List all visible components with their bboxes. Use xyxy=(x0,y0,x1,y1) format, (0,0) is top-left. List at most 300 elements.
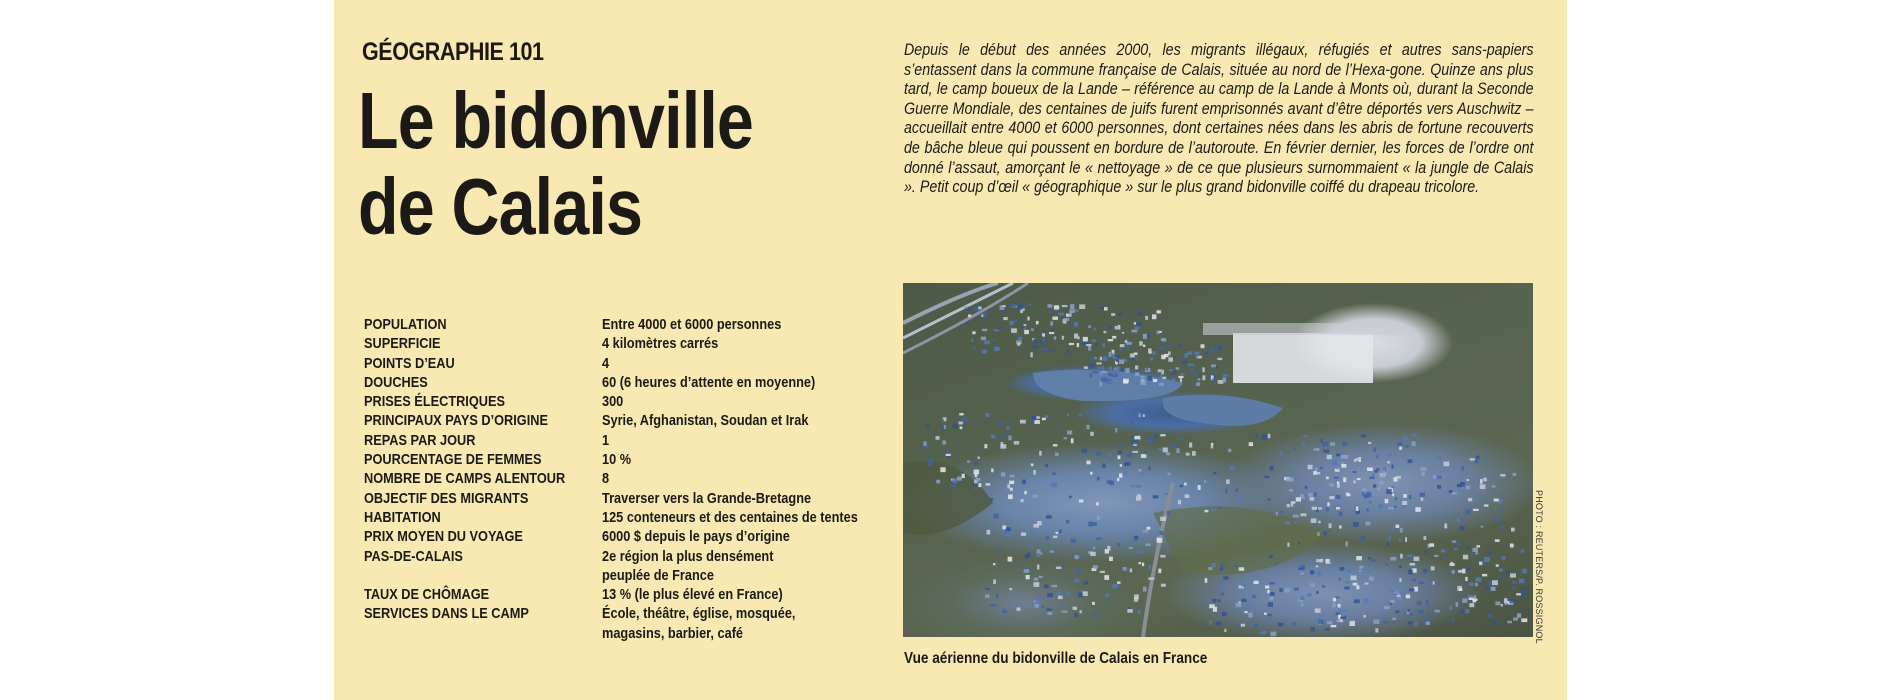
tent-speck xyxy=(1178,500,1181,504)
tent-speck xyxy=(1356,507,1358,511)
tent-speck xyxy=(1292,470,1297,472)
tent-speck xyxy=(1412,568,1417,572)
tent-speck xyxy=(1377,488,1380,490)
tent-speck xyxy=(1262,435,1267,440)
tent-speck xyxy=(1070,304,1074,309)
tent-speck xyxy=(1254,581,1259,584)
tent-speck xyxy=(1200,483,1203,485)
tent-speck xyxy=(1208,567,1212,570)
tent-speck xyxy=(1412,578,1416,581)
tent-speck xyxy=(1017,343,1020,346)
tent-speck xyxy=(929,458,933,462)
tent-speck xyxy=(1406,595,1410,599)
tent-speck xyxy=(1161,370,1164,375)
tent-speck xyxy=(1125,368,1129,373)
tent-speck xyxy=(1115,428,1117,433)
tent-speck xyxy=(1108,381,1111,383)
tent-speck xyxy=(1331,625,1337,627)
tent-speck xyxy=(1502,556,1506,559)
tent-speck xyxy=(1436,475,1439,479)
tent-speck xyxy=(1499,568,1503,571)
tent-speck xyxy=(1045,464,1048,467)
tent-speck xyxy=(1168,357,1173,361)
tent-speck xyxy=(1392,494,1394,497)
tent-speck xyxy=(1121,539,1126,542)
tent-speck xyxy=(1280,511,1283,513)
tent-speck xyxy=(1092,339,1096,342)
tent-speck xyxy=(1142,563,1144,567)
tent-speck xyxy=(1395,497,1397,500)
fact-row xyxy=(364,392,891,411)
tent-speck xyxy=(1409,613,1413,616)
tent-speck xyxy=(1222,612,1227,616)
tent-speck xyxy=(1090,552,1096,556)
tent-speck xyxy=(1285,521,1291,524)
tent-speck xyxy=(1329,483,1334,486)
tent-speck xyxy=(1482,562,1485,564)
tent-speck xyxy=(1071,539,1076,543)
tent-speck xyxy=(1235,625,1239,628)
fact-label: PAS-DE-CALAIS xyxy=(364,547,463,565)
tent-speck xyxy=(1385,499,1389,503)
tent-speck xyxy=(1495,539,1500,542)
tent-speck xyxy=(1330,442,1335,446)
tent-speck xyxy=(1119,349,1122,352)
tent-speck xyxy=(1484,505,1488,507)
tent-speck xyxy=(1307,593,1312,597)
tent-speck xyxy=(1408,621,1412,624)
tent-speck xyxy=(1336,454,1341,457)
tent-speck xyxy=(1093,371,1099,373)
tent-speck xyxy=(1006,527,1011,531)
tent-speck xyxy=(1157,538,1163,543)
tent-speck xyxy=(1138,414,1140,418)
tent-speck xyxy=(1414,557,1420,561)
tent-speck xyxy=(1304,494,1307,496)
tent-speck xyxy=(974,462,977,465)
tent-speck xyxy=(1090,373,1092,377)
tent-speck xyxy=(1398,593,1400,595)
tent-speck xyxy=(1351,576,1357,581)
tent-speck xyxy=(1336,507,1340,509)
tent-speck xyxy=(1224,629,1226,632)
tent-speck xyxy=(1053,536,1057,538)
tent-speck xyxy=(1366,508,1368,511)
tent-speck xyxy=(1294,521,1297,523)
tent-speck xyxy=(1466,479,1469,481)
tent-speck xyxy=(1219,506,1222,509)
tent-speck xyxy=(1336,596,1340,598)
tent-speck xyxy=(1294,588,1299,591)
tent-speck xyxy=(1096,538,1101,540)
tent-speck xyxy=(1369,577,1374,581)
fact-label: SUPERFICIE xyxy=(364,335,441,353)
tent-speck xyxy=(1417,601,1422,605)
tent-speck xyxy=(1149,565,1151,569)
tent-speck xyxy=(973,346,976,350)
tent-speck xyxy=(1223,374,1228,376)
tent-speck xyxy=(1009,481,1014,485)
tent-speck xyxy=(1046,348,1049,351)
fact-row xyxy=(364,354,891,373)
tent-speck xyxy=(1221,593,1224,596)
tent-speck xyxy=(1318,507,1322,509)
tent-speck xyxy=(1159,383,1164,386)
tent-speck xyxy=(1006,426,1009,429)
tent-speck xyxy=(1008,495,1013,500)
fact-label: NOMBRE DE CAMPS ALENTOUR xyxy=(364,470,566,488)
tent-speck xyxy=(1450,562,1453,566)
tent-speck xyxy=(982,350,987,354)
tent-speck xyxy=(1369,477,1375,480)
tent-speck xyxy=(1140,376,1145,379)
tent-speck xyxy=(1219,586,1225,589)
tent-speck xyxy=(1241,583,1246,587)
tent-speck xyxy=(1010,488,1013,491)
tent-speck xyxy=(1510,544,1514,548)
tent-speck xyxy=(1158,346,1163,350)
tent-speck xyxy=(981,315,983,317)
tent-speck xyxy=(1123,567,1126,571)
tent-speck xyxy=(1265,586,1269,589)
tent-speck xyxy=(1074,334,1078,339)
tent-speck xyxy=(1301,513,1307,516)
tent-speck xyxy=(1134,594,1139,599)
tent-speck xyxy=(1057,424,1060,427)
tent-speck xyxy=(1399,578,1401,582)
tent-speck xyxy=(1114,383,1117,386)
tent-speck xyxy=(1449,490,1453,493)
tent-speck xyxy=(1095,343,1098,346)
fact-value: 4 xyxy=(602,354,610,372)
tent-speck xyxy=(1344,587,1349,590)
tent-speck xyxy=(1388,453,1392,456)
tent-speck xyxy=(1287,543,1289,547)
fact-label: POPULATION xyxy=(364,316,447,333)
tent-speck xyxy=(1100,381,1102,386)
tent-speck xyxy=(1269,597,1273,601)
tent-speck xyxy=(1010,475,1015,478)
tent-speck xyxy=(1465,609,1469,614)
tent-speck xyxy=(1137,494,1141,497)
tent-speck xyxy=(1235,489,1239,492)
tent-speck xyxy=(959,422,963,425)
tent-speck xyxy=(1421,498,1424,501)
tent-speck xyxy=(1365,522,1370,526)
tent-speck xyxy=(1330,558,1333,563)
tent-speck xyxy=(1366,492,1372,497)
tent-speck xyxy=(1392,618,1396,621)
tent-speck xyxy=(1103,357,1108,361)
tent-speck xyxy=(1519,579,1524,584)
tent-speck xyxy=(1354,599,1360,603)
tent-speck xyxy=(1008,436,1011,441)
tent-speck xyxy=(1469,598,1474,601)
tent-speck xyxy=(1216,347,1219,350)
tent-speck xyxy=(1263,631,1267,633)
tent-speck xyxy=(1031,532,1035,534)
tent-speck xyxy=(1361,434,1366,437)
tent-speck xyxy=(1226,479,1229,484)
tent-speck xyxy=(946,454,951,456)
tent-speck xyxy=(1047,304,1052,308)
tent-speck xyxy=(1303,565,1306,570)
tent-speck xyxy=(1216,622,1222,626)
tent-speck xyxy=(1108,454,1112,457)
tent-speck xyxy=(1363,536,1365,538)
tent-speck xyxy=(1091,358,1097,361)
tent-speck xyxy=(1117,582,1121,584)
tent-speck xyxy=(1311,627,1316,631)
fact-row xyxy=(364,585,891,604)
tent-speck xyxy=(1080,610,1082,613)
tent-speck xyxy=(1124,471,1128,475)
tent-speck xyxy=(1108,373,1112,376)
tent-speck xyxy=(1138,610,1141,614)
tent-speck xyxy=(1202,367,1204,372)
tent-speck xyxy=(1498,499,1502,503)
tent-speck xyxy=(989,498,993,500)
tent-speck xyxy=(1003,317,1007,320)
tent-speck xyxy=(1352,471,1356,473)
tent-speck xyxy=(1431,566,1435,570)
fact-label: TAUX DE CHÔMAGE xyxy=(364,586,490,604)
tent-speck xyxy=(1396,525,1400,528)
tent-speck xyxy=(1119,474,1122,478)
tent-speck xyxy=(1018,305,1023,310)
tent-speck xyxy=(1476,545,1480,547)
aerial-photo-illustration xyxy=(903,283,1533,637)
tent-speck xyxy=(1400,554,1403,559)
fact-row xyxy=(364,508,891,527)
tent-speck xyxy=(1289,489,1293,491)
tent-speck xyxy=(1452,619,1454,623)
tent-speck xyxy=(1121,368,1124,371)
tent-speck xyxy=(1214,371,1216,376)
tent-speck xyxy=(1228,449,1231,453)
tent-speck xyxy=(1513,473,1517,476)
tent-speck xyxy=(1118,450,1122,454)
tent-speck xyxy=(1161,338,1165,341)
tent-speck xyxy=(1481,526,1483,528)
tent-speck xyxy=(1305,486,1307,489)
tent-speck xyxy=(1504,598,1508,603)
tent-speck xyxy=(1199,375,1202,377)
tent-speck xyxy=(1338,615,1341,617)
tent-speck xyxy=(997,327,1001,329)
tent-speck xyxy=(1059,530,1061,533)
tent-speck xyxy=(1298,542,1300,545)
tent-speck xyxy=(1507,570,1509,575)
tent-speck xyxy=(1002,610,1007,613)
tent-speck xyxy=(1165,493,1168,495)
tent-speck xyxy=(1185,353,1189,357)
tent-speck xyxy=(1342,442,1347,446)
tent-speck xyxy=(1198,485,1201,490)
tent-speck xyxy=(1134,538,1137,541)
tent-speck xyxy=(1138,551,1143,553)
tent-speck xyxy=(1006,531,1012,536)
tent-speck xyxy=(1205,578,1208,583)
tent-speck xyxy=(1435,610,1440,613)
tent-speck xyxy=(1185,494,1190,498)
tent-speck xyxy=(1132,440,1138,444)
tent-speck xyxy=(1469,582,1474,586)
tent-speck xyxy=(1368,442,1371,444)
tent-speck xyxy=(946,449,949,452)
tent-speck xyxy=(1394,506,1396,508)
tent-speck xyxy=(1301,603,1304,606)
tent-speck xyxy=(1036,416,1040,419)
tent-speck xyxy=(1500,578,1502,582)
tent-speck xyxy=(1341,455,1347,458)
tent-speck xyxy=(1409,495,1412,499)
tent-speck xyxy=(1387,467,1389,469)
tent-speck xyxy=(1412,441,1416,446)
tent-speck xyxy=(1124,462,1130,466)
tent-speck xyxy=(1466,486,1470,490)
tent-speck xyxy=(1212,378,1215,382)
tent-speck xyxy=(1388,507,1394,509)
tent-speck xyxy=(1249,442,1253,446)
fact-value: 1 xyxy=(602,431,610,449)
tent-speck xyxy=(1269,582,1275,584)
tent-speck xyxy=(1522,588,1528,591)
tent-speck xyxy=(1367,468,1373,472)
tent-speck xyxy=(1035,604,1039,608)
tent-speck xyxy=(1034,578,1038,581)
photo-caption: Vue aérienne du bidonville de Calais en France xyxy=(904,650,1208,667)
fact-value: 60 (6 heures d’attente en moyenne) xyxy=(602,373,816,391)
tent-speck xyxy=(1428,611,1430,616)
tent-speck xyxy=(1078,337,1080,340)
tent-speck xyxy=(1022,480,1025,485)
tent-speck xyxy=(1327,455,1332,459)
tent-speck xyxy=(1097,516,1100,520)
tent-speck xyxy=(1316,591,1318,594)
tent-speck xyxy=(1191,383,1194,386)
tent-speck xyxy=(1118,313,1123,316)
tent-speck xyxy=(1522,569,1526,574)
tent-speck xyxy=(993,580,996,585)
tent-speck xyxy=(1234,565,1238,567)
fact-value: Traverser vers la Grande-Bretagne xyxy=(602,489,812,507)
tent-speck xyxy=(1047,593,1053,597)
tent-speck xyxy=(1139,341,1143,346)
containers-area xyxy=(1233,333,1373,383)
tent-speck xyxy=(996,593,999,598)
tent-speck xyxy=(1054,305,1059,309)
tent-speck xyxy=(976,478,981,481)
tent-speck xyxy=(1368,557,1371,559)
tent-speck xyxy=(1034,582,1040,587)
tent-speck xyxy=(1106,594,1109,598)
tent-speck xyxy=(1138,312,1143,316)
tent-speck xyxy=(1037,521,1042,525)
tent-speck xyxy=(1211,563,1216,567)
tent-speck xyxy=(1066,520,1070,524)
tent-speck xyxy=(1058,596,1063,600)
tent-speck xyxy=(1311,518,1317,523)
tent-speck xyxy=(1384,606,1390,609)
tent-speck xyxy=(1310,583,1315,587)
tent-speck xyxy=(1109,352,1111,357)
tent-speck xyxy=(1131,485,1135,487)
tent-speck xyxy=(1093,522,1097,526)
tent-speck xyxy=(978,449,982,452)
tent-speck xyxy=(951,484,957,487)
tent-speck xyxy=(1054,336,1056,339)
tent-speck xyxy=(984,341,990,345)
fact-value: 4 kilomètres carrés xyxy=(602,335,719,353)
tent-speck xyxy=(1024,569,1030,573)
tent-speck xyxy=(1492,580,1498,585)
tent-speck xyxy=(1051,327,1054,331)
tent-speck xyxy=(1483,478,1487,482)
tent-speck xyxy=(1046,515,1052,518)
tent-speck xyxy=(1027,317,1030,321)
fact-value: 6000 $ depuis le pays d’origine xyxy=(602,528,790,546)
tent-speck xyxy=(1460,482,1465,487)
tent-speck xyxy=(1396,476,1401,479)
title-line-1: Le bidonville xyxy=(358,76,754,165)
tent-speck xyxy=(1176,367,1180,370)
tent-speck xyxy=(1390,600,1395,603)
tent-speck xyxy=(1112,584,1117,588)
tent-speck xyxy=(1073,607,1077,610)
tent-speck xyxy=(1452,492,1457,495)
tent-speck xyxy=(1098,367,1100,369)
tent-speck xyxy=(1047,612,1052,615)
tent-speck xyxy=(1293,515,1299,518)
tent-speck xyxy=(1389,527,1394,529)
tent-speck xyxy=(1326,477,1329,480)
tent-speck xyxy=(1248,613,1252,618)
tent-speck xyxy=(1179,344,1182,347)
tent-speck xyxy=(926,425,929,429)
tent-speck xyxy=(1521,592,1526,597)
tent-speck xyxy=(1036,321,1039,324)
tent-speck xyxy=(1363,615,1366,617)
tent-speck xyxy=(1402,501,1407,505)
tent-speck xyxy=(953,478,957,483)
tent-speck xyxy=(1338,604,1341,608)
fact-label: SERVICES DANS LE CAMP xyxy=(364,605,529,623)
fact-label: POINTS D’EAU xyxy=(364,354,455,372)
tent-speck xyxy=(1480,484,1486,489)
tent-speck xyxy=(1212,599,1216,603)
tent-speck xyxy=(1204,480,1206,483)
tent-speck xyxy=(1055,453,1059,457)
tent-speck xyxy=(1492,485,1496,487)
tent-speck xyxy=(1403,505,1406,508)
tent-speck xyxy=(1512,581,1517,584)
tent-speck xyxy=(1180,373,1184,375)
tent-speck xyxy=(1049,332,1054,334)
tent-speck xyxy=(1196,355,1199,358)
tent-speck xyxy=(1046,536,1049,540)
tent-speck xyxy=(1294,448,1296,451)
tent-speck xyxy=(978,457,980,459)
tent-speck xyxy=(1014,441,1019,444)
tent-speck xyxy=(1088,346,1091,351)
tent-speck xyxy=(985,413,989,417)
tent-speck xyxy=(1482,574,1487,577)
tent-speck xyxy=(1322,442,1328,447)
tent-speck xyxy=(978,307,981,310)
tent-speck xyxy=(1511,528,1515,532)
tent-speck xyxy=(1168,351,1171,355)
